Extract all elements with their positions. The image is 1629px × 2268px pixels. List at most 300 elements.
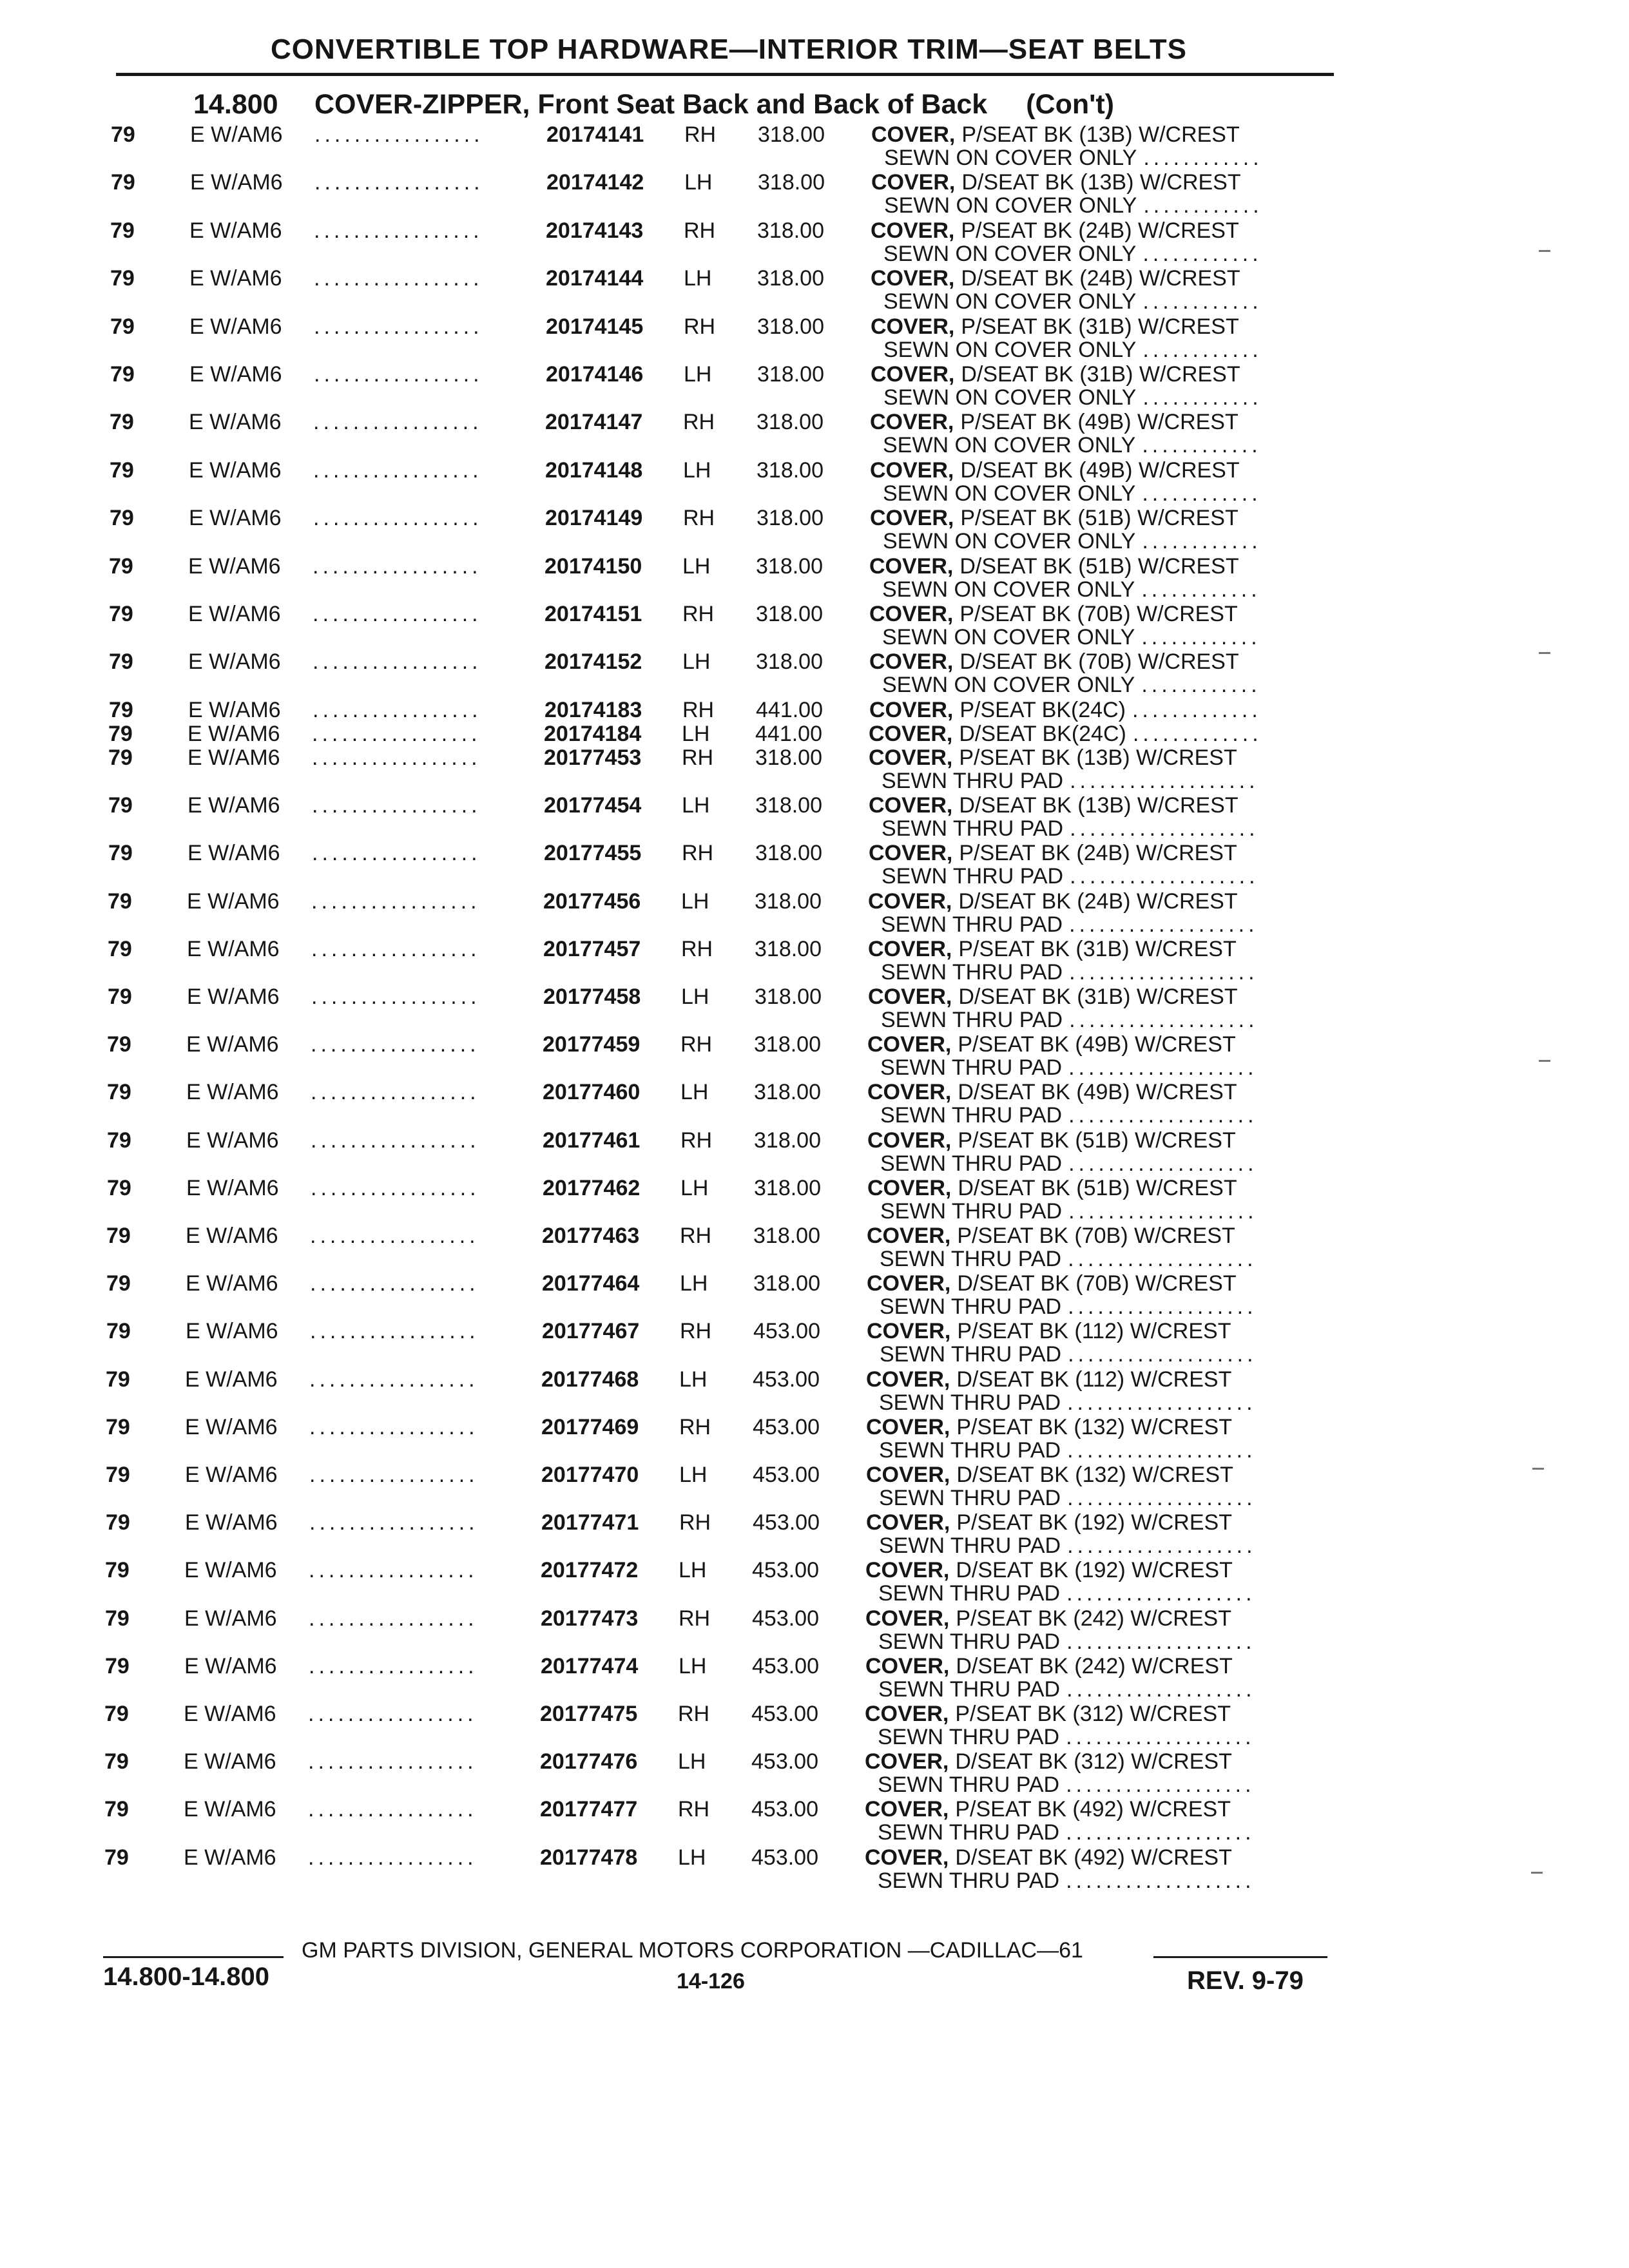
model-year: 79 [110, 314, 135, 339]
dot-leader: ................. [314, 122, 484, 147]
description-continued [883, 289, 1262, 314]
side: RH [678, 1702, 710, 1726]
model-year: 79 [106, 1463, 130, 1487]
dot-leader: ............ [1142, 337, 1262, 362]
model-code: E W/AM6 [187, 985, 280, 1009]
price: 318.00 [754, 1032, 821, 1057]
part-number: 20177456 [543, 889, 641, 914]
dot-leader: ............ [1143, 193, 1263, 218]
table-row [0, 458, 1628, 505]
table-row [0, 1797, 1623, 1843]
dot-leader: ................... [1069, 1008, 1258, 1032]
dot-leader: ............ [1141, 577, 1261, 602]
price: 318.00 [753, 1271, 820, 1296]
dot-leader: ................. [308, 1845, 477, 1870]
description-lead: COVER, [867, 1080, 952, 1105]
description-text: P/SEAT BK (49B) W/CREST [958, 1032, 1236, 1057]
model-year: 79 [104, 1749, 129, 1774]
dot-leader: ................. [311, 1128, 480, 1153]
dot-leader: ............ [1141, 625, 1261, 649]
model-year: 79 [107, 1175, 131, 1200]
price: 318.00 [754, 1128, 821, 1153]
side: LH [679, 1367, 708, 1392]
dot-leader: ............ [1143, 146, 1263, 170]
part-number: 20177468 [541, 1367, 639, 1392]
table-row [0, 1224, 1624, 1270]
description-text-2: SEWN THRU PAD [882, 864, 1064, 889]
dot-leader: ................. [309, 1463, 479, 1487]
model-code: E W/AM6 [189, 314, 282, 339]
description-lead: COVER, [870, 457, 954, 483]
description-text-2: SEWN ON COVER ONLY [883, 241, 1137, 266]
description [869, 554, 1239, 579]
footer-page-number: 14-126 [677, 1969, 745, 1994]
description-text-2: SEWN ON COVER ONLY [883, 529, 1136, 554]
part-number: 20174147 [545, 410, 643, 435]
side: LH [680, 1271, 708, 1296]
model-code: E W/AM6 [186, 1032, 279, 1057]
description-continued [882, 625, 1261, 650]
dot-leader: ................... [1069, 912, 1258, 937]
dot-leader: ................. [310, 1319, 479, 1344]
price: 441.00 [756, 698, 823, 722]
model-year: 79 [109, 698, 133, 722]
description [867, 1319, 1231, 1344]
footer-revision: REV. 9-79 [1187, 1966, 1304, 1995]
model-code: E W/AM6 [186, 1224, 278, 1248]
description-text: D/SEAT BK (13B) W/CREST [959, 793, 1239, 818]
side: RH [682, 602, 715, 626]
section-continued: (Con't) [1026, 89, 1115, 120]
description [867, 1128, 1236, 1153]
dot-leader: ................. [314, 266, 483, 291]
table-row [0, 362, 1628, 408]
description [869, 841, 1237, 866]
description-text: P/SEAT BK(24C) [959, 698, 1126, 722]
dot-leader: ............ [1142, 529, 1262, 554]
side: RH [682, 841, 714, 866]
price: 318.00 [757, 506, 824, 531]
side: LH [680, 1175, 709, 1200]
description-text: D/SEAT BK (112) W/CREST [956, 1367, 1232, 1392]
description [868, 985, 1238, 1010]
price: 453.00 [751, 1845, 818, 1870]
table-row [0, 649, 1627, 696]
side: RH [683, 506, 715, 531]
price: 318.00 [757, 410, 824, 435]
side: LH [679, 1558, 707, 1583]
dot-leader: ................. [311, 936, 481, 961]
dot-leader: ................... [1068, 1055, 1258, 1081]
model-year: 79 [106, 1510, 130, 1535]
dot-leader: ................... [1067, 1533, 1257, 1559]
description-text-2: SEWN THRU PAD [880, 1055, 1063, 1081]
description-text: P/SEAT BK (132) W/CREST [956, 1414, 1232, 1439]
model-year: 79 [109, 553, 133, 579]
side: LH [681, 889, 709, 914]
description [865, 1845, 1232, 1870]
dot-leader: ................... [1066, 1725, 1255, 1749]
dot-leader: ................... [1066, 1773, 1255, 1798]
price: 453.00 [753, 1414, 820, 1439]
part-number: 20177462 [543, 1175, 641, 1200]
model-code: E W/AM6 [188, 745, 280, 770]
dot-leader: ................. [314, 314, 483, 339]
price: 453.00 [753, 1463, 820, 1487]
description-text: D/SEAT BK (51B) W/CREST [959, 553, 1239, 579]
price: 453.00 [752, 1558, 819, 1583]
part-number: 20177470 [541, 1463, 639, 1487]
side: RH [684, 314, 716, 339]
dot-leader: ................. [309, 1414, 479, 1439]
edge-mark [1539, 1060, 1550, 1062]
description-text-2: SEWN THRU PAD [878, 1725, 1060, 1749]
price: 318.00 [757, 266, 824, 291]
description-lead: COVER, [867, 1224, 951, 1248]
footer-range: 14.800-14.800 [103, 1963, 270, 1991]
side: RH [680, 1128, 713, 1153]
price: 318.00 [757, 362, 824, 387]
model-year: 79 [111, 122, 135, 147]
description-lead: COVER, [869, 841, 953, 866]
dot-leader: ................... [1066, 1677, 1256, 1702]
part-number: 20174141 [546, 122, 644, 147]
description-lead: COVER, [868, 936, 952, 961]
description-lead: COVER, [865, 1749, 949, 1774]
description-lead: COVER, [871, 122, 956, 147]
description-text-2: SEWN ON COVER ONLY [883, 289, 1137, 314]
description-text: D/SEAT BK(24C) [959, 722, 1126, 746]
price: 318.00 [757, 314, 824, 339]
description [871, 170, 1241, 195]
description-text-2: SEWN THRU PAD [881, 912, 1063, 937]
part-number: 20174148 [545, 457, 643, 483]
table-row [0, 266, 1628, 312]
description [871, 266, 1240, 291]
description-text: D/SEAT BK (24B) W/CREST [961, 266, 1240, 291]
description-text-2: SEWN THRU PAD [879, 1533, 1061, 1559]
description-text: D/SEAT BK (192) W/CREST [956, 1558, 1233, 1583]
description-lead: COVER, [865, 1702, 949, 1726]
side: RH [679, 1510, 711, 1535]
model-year: 79 [109, 602, 133, 626]
dot-leader: ................... [1066, 1629, 1256, 1654]
description-text: D/SEAT BK (24B) W/CREST [958, 889, 1238, 914]
description-lead: COVER, [868, 889, 952, 914]
description-text: P/SEAT BK (192) W/CREST [956, 1510, 1232, 1535]
description-lead: COVER, [869, 698, 954, 722]
table-row [0, 937, 1626, 983]
description [867, 1271, 1237, 1296]
description-text: D/SEAT BK (70B) W/CREST [959, 649, 1239, 675]
description [866, 1463, 1233, 1488]
description-continued [878, 1581, 1256, 1606]
section-number: 14.800 [193, 89, 278, 120]
dot-leader: ................... [1069, 959, 1258, 985]
model-year: 79 [110, 362, 135, 387]
edge-mark [1532, 1468, 1544, 1470]
part-number: 20177459 [543, 1032, 641, 1057]
table-row [0, 1749, 1623, 1796]
side: LH [682, 649, 711, 675]
description-lead: COVER, [869, 602, 954, 626]
dot-leader: ................... [1068, 1247, 1257, 1271]
model-code: E W/AM6 [188, 793, 280, 818]
description [865, 1606, 1231, 1631]
part-number: 20174146 [546, 362, 644, 387]
description [869, 649, 1239, 675]
dot-leader: ................. [313, 506, 483, 531]
model-year: 79 [105, 1558, 130, 1583]
description-continued [880, 1247, 1257, 1272]
model-year: 79 [106, 1271, 131, 1296]
model-code: E W/AM6 [189, 266, 282, 291]
description-text-2: SEWN THRU PAD [878, 1820, 1060, 1845]
part-number: 20174144 [546, 266, 644, 291]
description-text-2: SEWN THRU PAD [880, 1247, 1062, 1271]
model-code: E W/AM6 [188, 841, 280, 866]
side: RH [680, 1032, 713, 1057]
side: LH [679, 1653, 707, 1678]
part-number: 20177473 [541, 1606, 639, 1631]
description-lead: COVER, [871, 362, 955, 387]
part-number: 20177453 [544, 745, 642, 770]
description-lead: COVER, [867, 1271, 951, 1296]
description [866, 1510, 1232, 1535]
table-row [0, 1845, 1623, 1892]
side: RH [683, 410, 715, 435]
table-row [0, 889, 1626, 936]
description-lead: COVER, [867, 1319, 951, 1344]
dot-leader: ............. [1132, 722, 1262, 746]
description-continued [880, 1055, 1258, 1081]
description [869, 698, 1262, 723]
description-text: P/SEAT BK (31B) W/CREST [958, 936, 1237, 961]
part-number: 20177478 [540, 1845, 638, 1870]
description-lead: COVER, [867, 1175, 952, 1200]
description-text-2: SEWN THRU PAD [881, 1008, 1063, 1032]
price: 318.00 [757, 218, 824, 243]
description-continued [879, 1486, 1257, 1511]
dot-leader: ................... [1068, 1103, 1258, 1128]
price: 318.00 [755, 889, 822, 914]
description-lead: COVER, [871, 314, 955, 339]
model-code: E W/AM6 [190, 170, 283, 195]
description-text: P/SEAT BK (51B) W/CREST [958, 1128, 1236, 1153]
part-number: 20177464 [542, 1271, 640, 1296]
description-text-2: SEWN THRU PAD [878, 1677, 1061, 1702]
model-year: 79 [108, 841, 133, 866]
model-code: E W/AM6 [184, 1606, 277, 1631]
description-text-2: SEWN THRU PAD [880, 1342, 1062, 1367]
description-continued [880, 1294, 1257, 1320]
table-row [0, 1463, 1624, 1509]
side: RH [684, 122, 717, 147]
model-year: 79 [105, 1653, 130, 1678]
description-continued [878, 1629, 1256, 1655]
description-text-2: SEWN ON COVER ONLY [882, 577, 1135, 602]
table-row [0, 602, 1627, 648]
model-year: 79 [108, 793, 133, 818]
part-number: 20177467 [542, 1319, 640, 1344]
part-number: 20177454 [544, 793, 642, 818]
description-text: P/SEAT BK (312) W/CREST [955, 1702, 1231, 1726]
dot-leader: ................. [309, 1606, 478, 1631]
description-continued [880, 1103, 1258, 1128]
description-continued [881, 1008, 1258, 1033]
dot-leader: ................. [309, 1558, 478, 1583]
description-continued [883, 529, 1262, 554]
side: LH [684, 170, 713, 195]
model-code: E W/AM6 [190, 122, 283, 147]
table-row [0, 1271, 1624, 1318]
dot-leader: ................... [1067, 1390, 1257, 1415]
dot-leader: ................... [1067, 1437, 1257, 1463]
dot-leader: ................. [313, 553, 482, 579]
description-text: D/SEAT BK (70B) W/CREST [957, 1271, 1237, 1296]
dot-leader: ................. [308, 1702, 477, 1726]
dot-leader: ............ [1142, 481, 1262, 506]
table-row [0, 1032, 1625, 1079]
description-text: P/SEAT BK (70B) W/CREST [957, 1224, 1235, 1248]
model-year: 79 [110, 410, 134, 435]
model-code: E W/AM6 [189, 506, 282, 531]
description-text: D/SEAT BK (51B) W/CREST [958, 1175, 1237, 1200]
dot-leader: ................. [314, 170, 484, 195]
dot-leader: ................. [312, 793, 481, 818]
description [867, 1224, 1235, 1249]
dot-leader: ................. [309, 1653, 478, 1678]
model-code: E W/AM6 [185, 1367, 278, 1392]
description-continued [882, 577, 1261, 602]
dot-leader: ................. [314, 362, 483, 387]
price: 318.00 [757, 457, 824, 483]
model-year: 79 [110, 506, 134, 531]
model-code: E W/AM6 [186, 1319, 278, 1344]
description-continued [884, 146, 1263, 171]
description-text-2: SEWN THRU PAD [882, 769, 1064, 793]
dot-leader: ................... [1070, 769, 1259, 793]
description-continued [880, 1199, 1258, 1224]
description-text: D/SEAT BK (49B) W/CREST [958, 1080, 1237, 1105]
side: LH [682, 722, 710, 746]
side: RH [680, 1224, 712, 1248]
description [866, 1415, 1232, 1440]
table-row [0, 841, 1626, 887]
description [870, 410, 1239, 435]
model-year: 79 [108, 936, 132, 961]
model-code: E W/AM6 [189, 457, 282, 483]
price: 453.00 [751, 1749, 818, 1774]
model-code: E W/AM6 [189, 218, 282, 243]
price: 318.00 [756, 602, 823, 626]
dot-leader: ............ [1142, 241, 1262, 266]
page-title: CONVERTIBLE TOP HARDWARE—INTERIOR TRIM—SEAT BELTS [271, 34, 1188, 65]
description [867, 1080, 1237, 1105]
part-number: 20177461 [543, 1128, 641, 1153]
description [871, 122, 1240, 148]
description-lead: COVER, [865, 1797, 949, 1822]
description-continued [883, 385, 1262, 410]
edge-mark [1531, 1872, 1543, 1874]
dot-leader: ............ [1141, 673, 1261, 698]
model-year: 79 [106, 1319, 131, 1344]
part-number: 20174183 [545, 698, 642, 722]
description-text: P/SEAT BK (49B) W/CREST [960, 410, 1239, 435]
part-number: 20177477 [540, 1797, 638, 1822]
description-continued [882, 816, 1259, 841]
description-lead: COVER, [865, 1653, 950, 1678]
part-number: 20177457 [543, 936, 641, 961]
description-text-2: SEWN ON COVER ONLY [883, 481, 1136, 506]
side: RH [678, 1797, 710, 1822]
model-code: E W/AM6 [186, 1080, 279, 1105]
description-text-2: SEWN THRU PAD [879, 1437, 1061, 1463]
description-continued [878, 1869, 1255, 1894]
description-lead: COVER, [866, 1367, 950, 1392]
side: RH [679, 1606, 711, 1631]
model-code: E W/AM6 [188, 722, 280, 746]
model-code: E W/AM6 [185, 1463, 278, 1487]
dot-leader: ................... [1068, 1342, 1257, 1367]
table-row [0, 1510, 1624, 1557]
description-lead: COVER, [865, 1558, 950, 1583]
side: LH [678, 1749, 706, 1774]
part-number: 20177474 [541, 1653, 639, 1678]
side: LH [679, 1463, 708, 1487]
description-text: P/SEAT BK (112) W/CREST [957, 1319, 1231, 1344]
description [869, 745, 1237, 771]
description-lead: COVER, [870, 506, 954, 531]
description-lead: COVER, [869, 793, 953, 818]
description-text: D/SEAT BK (31B) W/CREST [961, 362, 1240, 387]
part-number: 20177460 [543, 1080, 641, 1105]
model-code: E W/AM6 [189, 410, 282, 435]
description [871, 218, 1239, 244]
description-text: D/SEAT BK (492) W/CREST [955, 1845, 1232, 1870]
description-continued [878, 1773, 1255, 1798]
table-row [0, 1128, 1625, 1175]
model-year: 79 [108, 745, 133, 770]
description-continued [883, 433, 1262, 458]
description-lead: COVER, [867, 1032, 952, 1057]
description-text: P/SEAT BK (13B) W/CREST [961, 122, 1240, 147]
dot-leader: ................. [311, 1032, 480, 1057]
model-code: E W/AM6 [188, 649, 281, 675]
price: 318.00 [758, 170, 825, 195]
description-text-2: SEWN THRU PAD [881, 959, 1063, 985]
side: RH [679, 1414, 711, 1439]
description-text: D/SEAT BK (49B) W/CREST [960, 457, 1240, 483]
description-text: P/SEAT BK (13B) W/CREST [959, 745, 1237, 770]
price: 453.00 [752, 1653, 819, 1678]
table-row [0, 1558, 1623, 1604]
dot-leader: ................. [311, 1175, 480, 1200]
price: 318.00 [755, 936, 822, 961]
description-text: P/SEAT BK (70B) W/CREST [959, 602, 1238, 626]
model-code: E W/AM6 [184, 1702, 276, 1726]
dot-leader: ................... [1068, 1294, 1257, 1320]
price: 318.00 [756, 553, 823, 579]
model-code: E W/AM6 [184, 1749, 276, 1774]
part-number: 20174184 [544, 722, 642, 746]
description [865, 1749, 1232, 1774]
side: LH [680, 1080, 709, 1105]
dot-leader: ................. [313, 649, 482, 675]
side: LH [678, 1845, 706, 1870]
description-text-2: SEWN THRU PAD [880, 1151, 1063, 1176]
table-row [0, 1080, 1625, 1126]
